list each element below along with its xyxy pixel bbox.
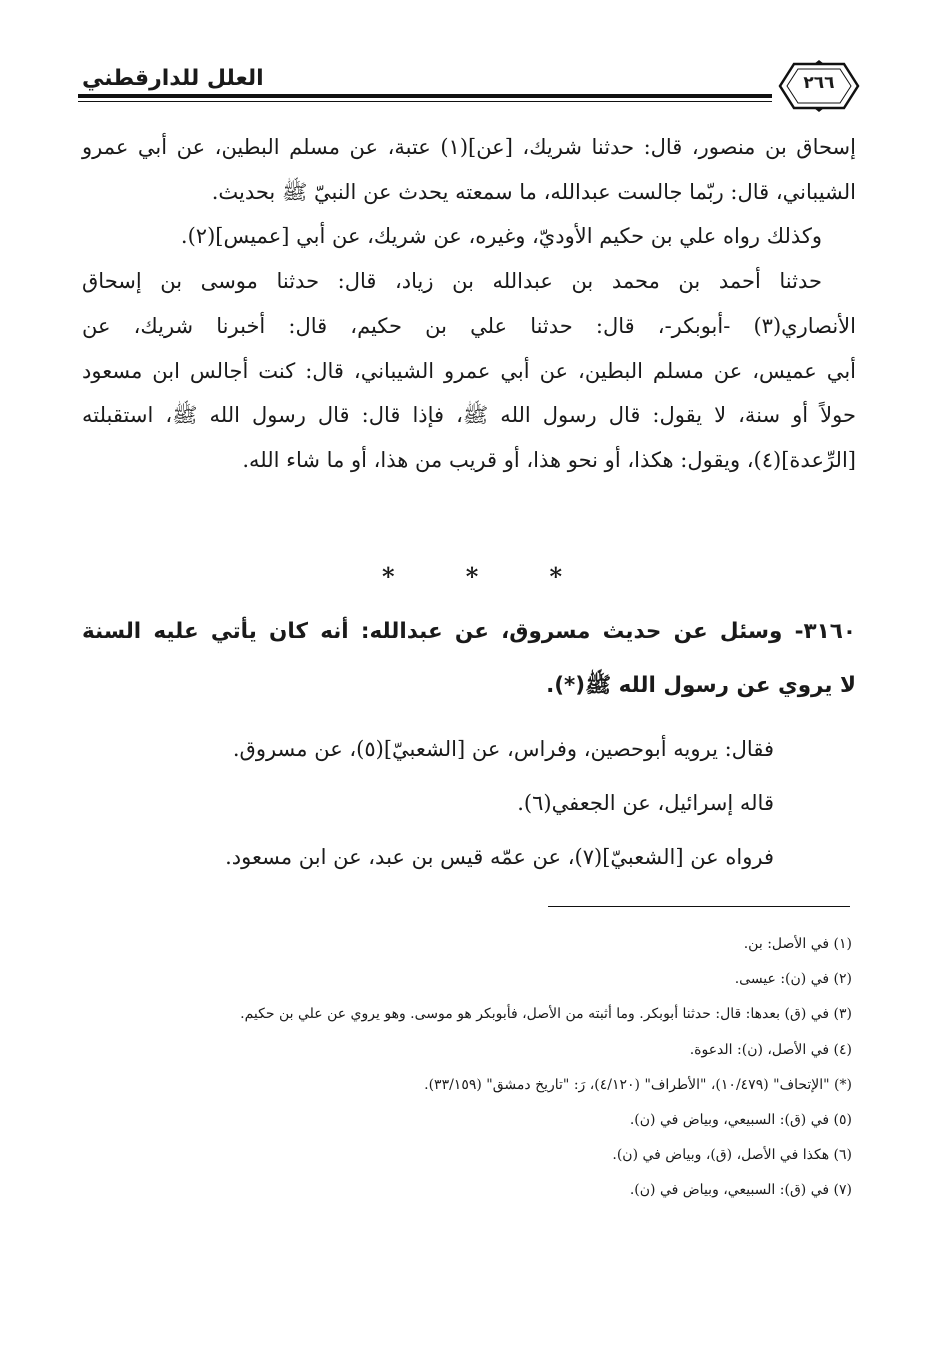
text-line: حدثنا أحمد بن محمد بن عبدالله بن زياد، قال: حدثنا موسى بن إسحاق bbox=[82, 269, 822, 294]
section-separator bbox=[382, 562, 562, 591]
header-rule-thick bbox=[78, 94, 772, 98]
separator-star: * bbox=[465, 562, 479, 591]
entry-answer bbox=[82, 722, 774, 884]
page-number: ٢٦٦ bbox=[803, 73, 835, 93]
footnote-divider bbox=[548, 906, 850, 907]
text-line: أبي عميس، عن مسلم البطين، عن أبي عمرو الشيباني، قال: كنت أجالس ابن مسعود bbox=[82, 358, 856, 383]
running-header bbox=[78, 60, 862, 112]
answer-line: فرواه عن [الشعبيّ](٧)، عن عمّه قيس بن عبد، عن ابن مسعود. bbox=[225, 845, 774, 869]
heading-line: لا يروي عن رسول الله ﷺ(*). bbox=[546, 673, 856, 698]
entry-heading bbox=[82, 605, 856, 713]
footnotes bbox=[82, 927, 852, 1209]
footnote: (٢) في (ن): عيسى. bbox=[734, 971, 852, 988]
footnote: (١) في الأصل: بن. bbox=[743, 936, 852, 952]
separator-star: * bbox=[549, 562, 562, 591]
heading-line: ٣١٦٠- وسئل عن حديث مسروق، عن عبدالله: أنه كان يأتي عليه السنة bbox=[82, 619, 856, 644]
answer-line: قاله إسرائيل، عن الجعفي(٦). bbox=[517, 791, 774, 815]
footnote: (٥) في (ق): السبيعي، وبياض في (ن). bbox=[629, 1112, 852, 1129]
footnote: (٦) هكذا في الأصل، (ق)، وبياض في (ن). bbox=[612, 1147, 852, 1164]
text-line: إسحاق بن منصور، قال: حدثنا شريك، [عن](١) عتبة، عن مسلم البطين، عن أبي عمرو bbox=[82, 135, 856, 159]
text-line: الشيباني، قال: ربّما جالست عبدالله، ما سمعته يحدث عن النبيّ ﷺ بحديث. bbox=[211, 179, 856, 204]
main-text bbox=[82, 125, 856, 483]
text-line: وكذلك رواه علي بن حكيم الأوديّ، وغيره، عن شريك، عن أبي [عميس](٢). bbox=[180, 224, 822, 249]
text-line: حولاً أو سنة، لا يقول: قال رسول الله ﷺ، فإذا قال: قال رسول الله ﷺ، استقبلته bbox=[82, 403, 856, 428]
text-line: الأنصاري(٣) -أبوبكر-، قال: حدثنا علي بن حكيم، قال: أخبرنا شريك، عن bbox=[82, 313, 856, 338]
separator-star: * bbox=[382, 562, 395, 591]
answer-line: فقال: يرويه أبوحصين، وفراس، عن [الشعبيّ](٥)، عن مسروق. bbox=[232, 737, 774, 761]
footnote: (٤) في الأصل، (ن): الدعوة. bbox=[689, 1041, 852, 1058]
page-number-badge bbox=[776, 60, 862, 112]
footnote: (٣) في (ق) بعدها: قال: حدثنا أبوبكر. وما أثبته من الأصل، فأبوبكر هو موسى. وهو يروي عن علي بن حكيم. bbox=[240, 1006, 852, 1023]
text-line: [الرِّعدة](٤)، ويقول: هكذا، أو نحو هذا، أو قريب من هذا، أو ما شاء الله. bbox=[242, 447, 856, 472]
book-title: العلل للدارقطني bbox=[82, 66, 264, 91]
header-rule-thin bbox=[78, 101, 772, 102]
footnote: (*) "الإتحاف" (١٠/٤٧٩)، "الأطراف" (٤/١٢٠)، رَ: "تاريخ دمشق" (٣٣/١٥٩). bbox=[424, 1076, 852, 1093]
footnote: (٧) في (ق): السبيعي، وبياض في (ن). bbox=[629, 1182, 852, 1199]
